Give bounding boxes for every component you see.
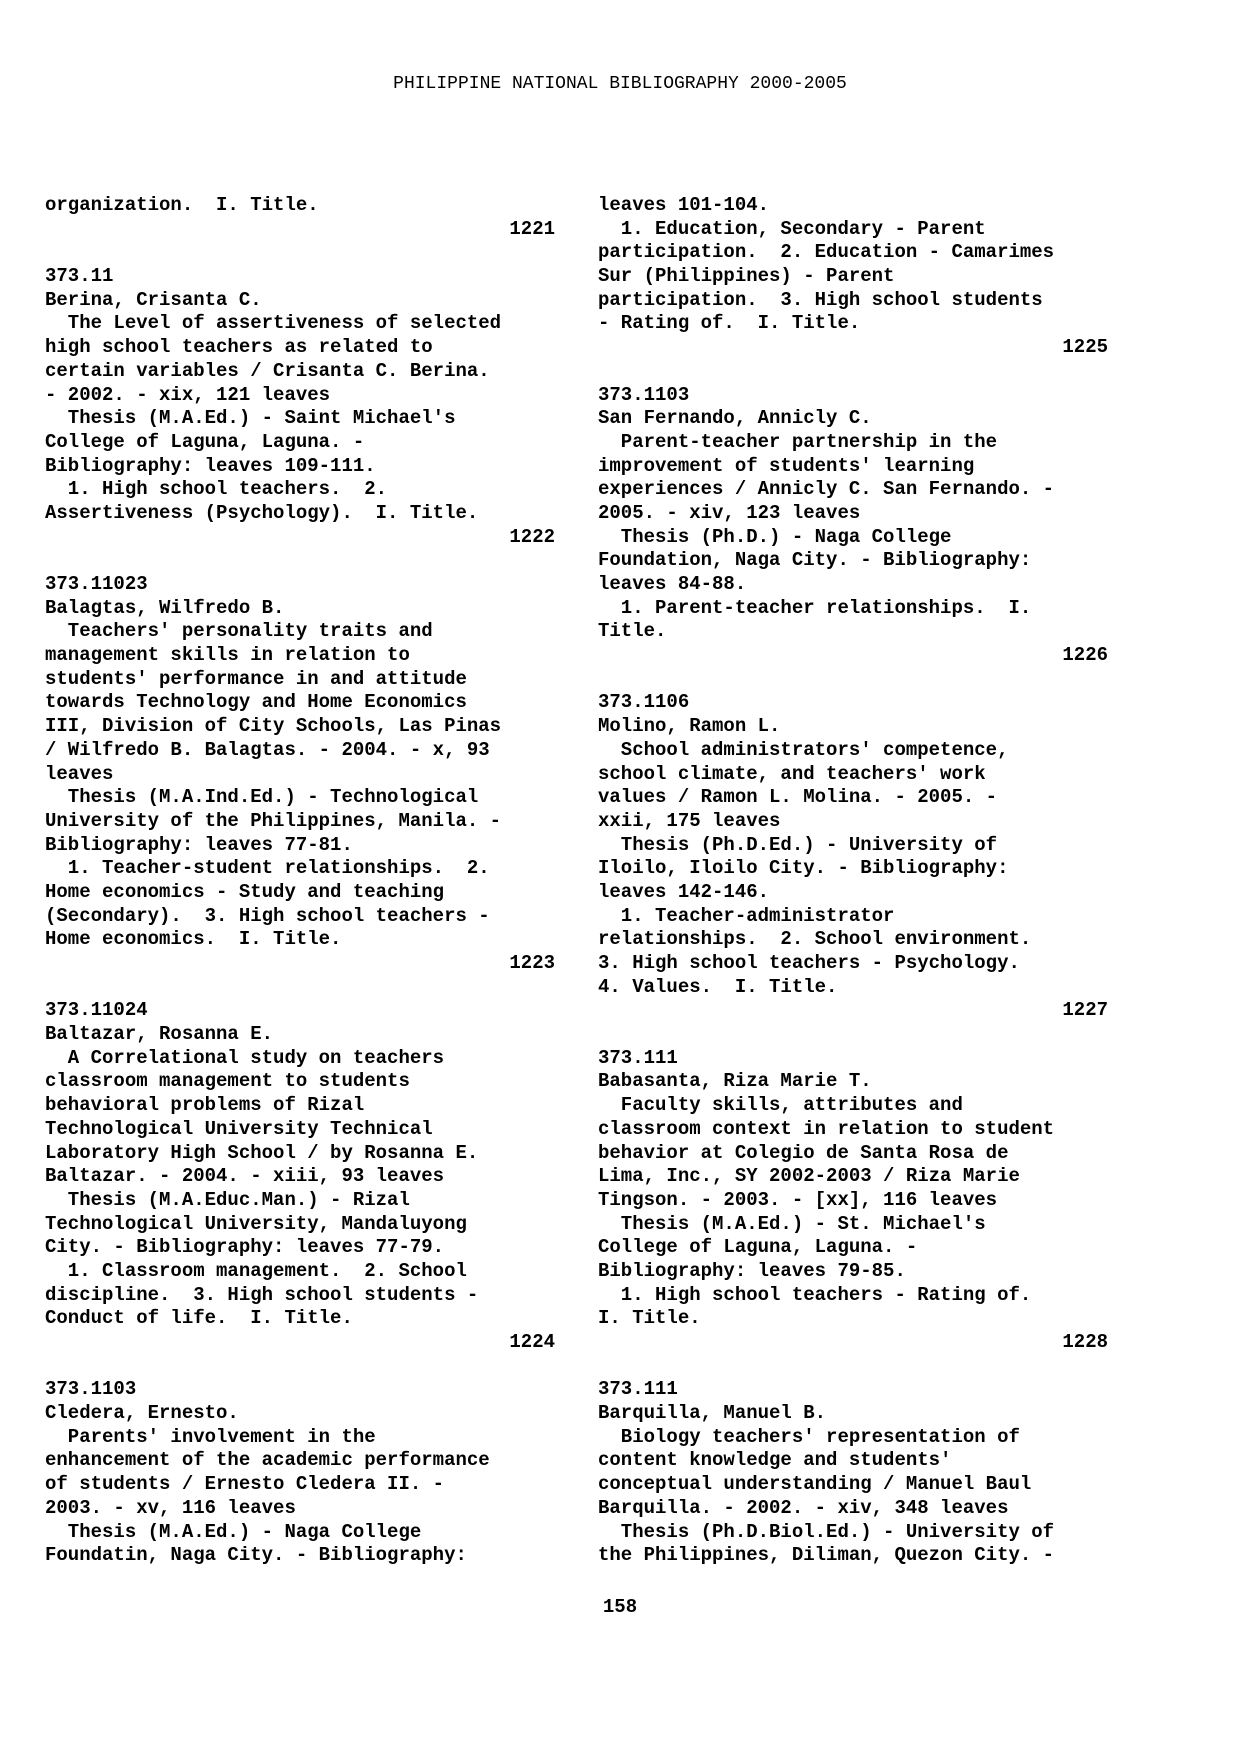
entry-line: City. - Bibliography: leaves 77-79. [45,1236,445,1259]
entry-line: School administrators' competence, [598,738,1009,761]
entry-line: Sur (Philippines) - Parent [598,265,895,288]
entry-line: A Correlational study on teachers [45,1046,445,1069]
entry-line: relationships. 2. School environment. [598,928,1032,951]
entry-line: Biology teachers' representation of [598,1425,1020,1448]
entry-number: 1222 [509,525,555,548]
entry-line: 4. Values. I. Title. [598,975,838,998]
entry-line: towards Technology and Home Economics [45,691,467,714]
entry-line: Foundatin, Naga City. - Bibliography: [45,1544,467,1567]
left-column [45,194,555,1568]
entry-line: experiences / Annicly C. San Fernando. - [598,478,1055,501]
entry-line: Thesis (M.A.Educ.Man.) - Rizal [45,1188,410,1211]
entry-line: xxii, 175 leaves [598,809,781,832]
entry-number: 1225 [1062,336,1108,359]
entry-line: Babasanta, Riza Marie T. [598,1070,872,1093]
entry-line: 1. Parent-teacher relationships. I. [598,596,1032,619]
entry-line: Bibliography: leaves 109-111. [45,454,376,477]
entry-line: Bibliography: leaves 77-81. [45,833,353,856]
entry-number: 1226 [1062,644,1108,667]
entry-line: 373.11 [45,265,114,288]
entry-line: 1. High school teachers - Rating of. [598,1283,1032,1306]
entry-line: Title. [598,620,667,643]
entry-line: Baltazar. - 2004. - xiii, 93 leaves [45,1165,445,1188]
entry-line: values / Ramon L. Molina. - 2005. - [598,786,998,809]
blank-line [45,1355,555,1379]
entry-line: the Philippines, Diliman, Quezon City. - [598,1544,1055,1567]
entry-line: school climate, and teachers' work [598,762,986,785]
blank-line [45,549,555,573]
entry-line: San Fernando, Annicly C. [598,407,872,430]
entry-line: Cledera, Ernesto. [45,1402,239,1425]
entry-line: Technological University Technical [45,1117,433,1140]
entry-line: 373.111 [598,1046,678,1069]
page-number: 158 [602,1596,638,1618]
entry-number: 1223 [509,952,555,974]
entry-line: enhancement of the academic performance [45,1449,490,1472]
entry-line: organization. I. Title. [45,194,319,216]
entry-line: I. Title. [598,1307,701,1330]
entry-line: leaves 142-146. [598,880,770,903]
entry-line: 3. High school teachers - Psychology. [598,952,1020,974]
entry-line: discipline. 3. High school students - [45,1283,479,1306]
entry-line: Thesis (Ph.D.) - Naga College [598,525,952,548]
entry-line: classroom management to students [45,1070,410,1093]
entry-line: 373.111 [598,1378,678,1401]
entry-line: Thesis (Ph.D.Biol.Ed.) - University of [598,1520,1055,1543]
entry-line: 1. Education, Secondary - Parent [598,217,986,240]
entry-line: Tingson. - 2003. - [xx], 116 leaves [598,1188,998,1211]
entry-line: Balagtas, Wilfredo B. [45,596,285,619]
right-column [598,194,1108,1568]
entry-line: certain variables / Crisanta C. Berina. [45,359,490,382]
entry-line: classroom context in relation to student [598,1117,1055,1140]
entry-line: Home economics - Study and teaching [45,880,445,903]
entry-line: leaves 101-104. [598,194,770,216]
blank-line [598,1023,1108,1047]
entry-line: College of Laguna, Laguna. - [45,430,365,453]
entry-line: Thesis (M.A.Ind.Ed.) - Technological [45,786,479,809]
entry-line: Conduct of life. I. Title. [45,1307,353,1330]
entry-line: management skills in relation to [45,644,410,667]
entry-line: Molino, Ramon L. [598,715,781,738]
entry-line: improvement of students' learning [598,454,975,477]
entry-line: Thesis (Ph.D.Ed.) - University of [598,833,998,856]
entry-line: - Rating of. I. Title. [598,312,861,335]
entry-line: College of Laguna, Laguna. - [598,1236,918,1259]
blank-line [598,360,1108,384]
entry-line: Lima, Inc., SY 2002-2003 / Riza Marie [598,1165,1020,1188]
entry-line: Baltazar, Rosanna E. [45,1023,274,1046]
entry-line: / Wilfredo B. Balagtas. - 2004. - x, 93 [45,738,490,761]
entry-line: Barquilla, Manuel B. [598,1402,827,1425]
blank-line [45,976,555,1000]
entry-line: conceptual understanding / Manuel Baul [598,1473,1032,1496]
entry-line: Berina, Crisanta C. [45,288,262,311]
entry-number: 1224 [509,1331,555,1353]
entry-line: 1. High school teachers. 2. [45,478,388,501]
entry-line: Parents' involvement in the [45,1425,376,1448]
entry-line: content knowledge and students' [598,1449,952,1472]
running-title: PHILIPPINE NATIONAL BIBLIOGRAPHY 2000-2005 [393,74,847,94]
entry-line: 1. Teacher-administrator [598,904,895,927]
entry-line: participation. 2. Education - Camarimes [598,241,1055,264]
entry-line: Home economics. I. Title. [45,928,342,951]
entry-line: Thesis (M.A.Ed.) - Saint Michael's [45,407,456,430]
entry-line: - 2002. - xix, 121 leaves [45,383,331,406]
blank-line [598,668,1108,692]
blank-line [45,241,555,265]
entry-line: students' performance in and attitude [45,667,467,690]
entry-line: III, Division of City Schools, Las Pinas [45,715,502,738]
entry-line: Teachers' personality traits and [45,620,433,643]
entry-line: Thesis (M.A.Ed.) - Naga College [45,1520,422,1543]
blank-line [598,1355,1108,1379]
entry-line: 373.1103 [598,383,690,406]
entry-line: Barquilla. - 2002. - xiv, 348 leaves [598,1496,1009,1519]
entry-line: behavioral problems of Rizal [45,1094,365,1117]
entry-line: leaves 84-88. [598,573,747,595]
entry-number: 1228 [1062,1331,1108,1353]
entry-line: Bibliography: leaves 79-85. [598,1259,906,1282]
entry-line: of students / Ernesto Cledera II. - [45,1473,445,1496]
entry-line: Thesis (M.A.Ed.) - St. Michael's [598,1212,986,1235]
entry-line: Assertiveness (Psychology). I. Title. [45,501,479,524]
entry-number: 1221 [509,217,555,240]
entry-line: (Secondary). 3. High school teachers - [45,904,490,927]
entry-line: Technological University, Mandaluyong [45,1212,467,1235]
entry-line: 373.1103 [45,1378,137,1401]
entry-line: behavior at Colegio de Santa Rosa de [598,1141,1009,1164]
entry-line: 373.11024 [45,999,148,1022]
entry-line: 2005. - xiv, 123 leaves [598,501,861,524]
entry-line: leaves [45,762,114,785]
entry-line: 1. Classroom management. 2. School [45,1259,467,1282]
entry-line: University of the Philippines, Manila. - [45,809,502,832]
entry-line: Faculty skills, attributes and [598,1094,963,1117]
entry-line: 2003. - xv, 116 leaves [45,1496,296,1519]
entry-line: Iloilo, Iloilo City. - Bibliography: [598,857,1009,880]
entry-line: Parent-teacher partnership in the [598,430,998,453]
entry-line: Laboratory High School / by Rosanna E. [45,1141,479,1164]
entry-number: 1227 [1062,999,1108,1022]
entry-line: 1. Teacher-student relationships. 2. [45,857,490,880]
entry-line: The Level of assertiveness of selected [45,312,502,335]
entry-line: Foundation, Naga City. - Bibliography: [598,549,1032,572]
entry-line: participation. 3. High school students [598,288,1043,311]
entry-line: 373.11023 [45,573,148,595]
entry-line: 373.1106 [598,691,690,714]
entry-line: high school teachers as related to [45,336,433,359]
